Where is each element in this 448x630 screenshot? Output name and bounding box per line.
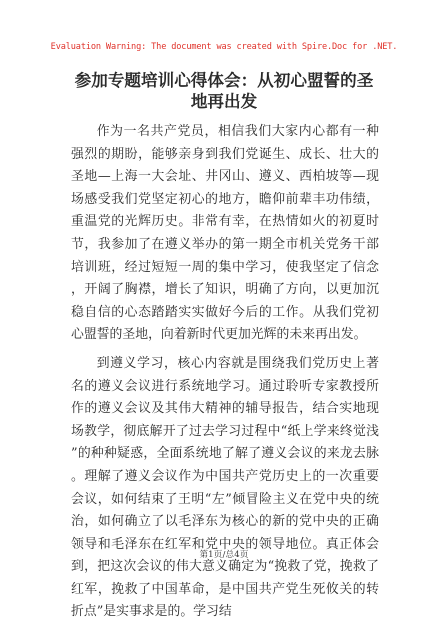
document-title: 参加专题培训心得体会：从初心盟誓的圣地再出发 bbox=[74, 71, 374, 111]
evaluation-warning: Evaluation Warning: The document was created with Spire.Doc for .NET. bbox=[50, 42, 398, 52]
page-footer: 第1页/总4页 bbox=[199, 550, 249, 560]
body-paragraph: 作为一名共产党员，相信我们大家内心都有一种强烈的期盼，能够亲身到我们党诞生、成长、壮大的圣地—上海一大会址、井冈山、遵义、西柏坡等—现场感受我们党坚定初心的地方，瞻仰前辈丰功伟绩，重温党的光辉历史。非常有幸，在热情如火的初夏时节，我参加了在遵义举办的第一期全市机关党务干部培训班，经过短短一周的集中学习，使我坚定了信念，开阔了胸襟，增长了知识，明确了方向，以更加沉稳自信的心态踏踏实实做好今后的工作。从我们党初心盟誓的圣地，向着新时代更加光辉的未来再出发。 bbox=[71, 124, 379, 343]
body-paragraph: 到遵义学习，核心内容就是围绕我们党历史上著名的遵义会议进行系统地学习。通过聆听专家教授所作的遵义会议及其伟大精神的辅导报告，结合实地现场教学，彻底解开了过去学习过程中“纸上学来终觉浅”的种种疑惑，全面系统地了解了遵义会议的来龙去脉。理解了遵义会议作为中国共产党历史上的一次重要会议，如何结束了王明“左”倾冒险主义在党中央的统治，如何确立了以毛泽东为核心的新的党中央的正确领导和毛泽东在红军和党中央的领导地位。真正体会到，把这次会议的伟大意义确定为“挽救了党，挽救了红军，挽救了中国革命，是中国共产党生死攸关的转折点”是实事求是的。学习结 bbox=[71, 355, 379, 620]
